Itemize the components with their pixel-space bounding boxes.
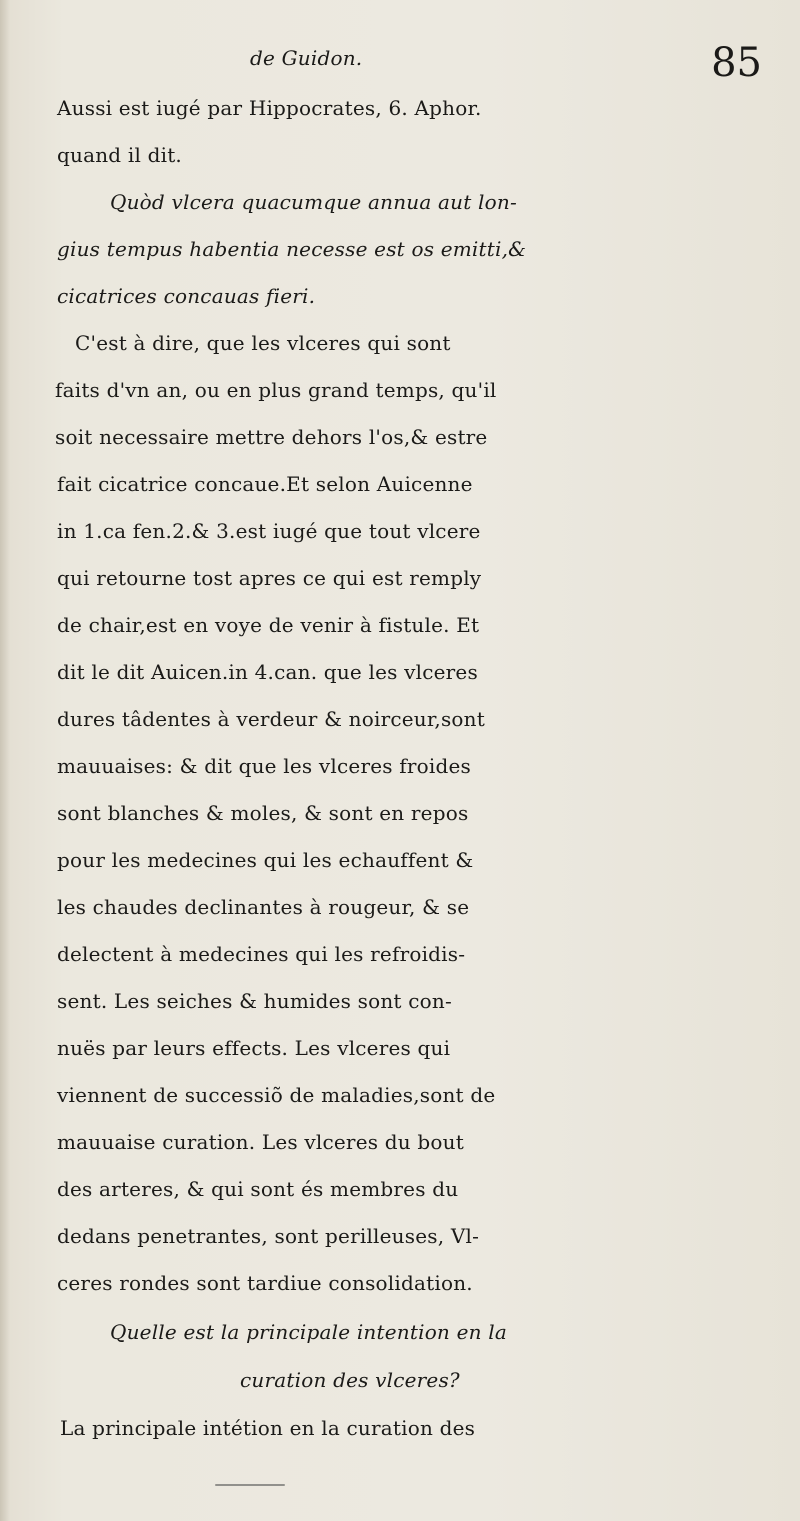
running-title: de Guidon.	[250, 46, 363, 70]
text-line-10: in 1.ca fen.2.& 3.est iugé que tout vlcere	[57, 519, 481, 543]
text-line-21: nuës par leurs effects. Les vlceres qui	[57, 1036, 451, 1060]
text-line-18: les chaudes declinantes à rougeur, & se	[57, 895, 470, 919]
page-gutter-shadow	[0, 0, 10, 1521]
bottom-ornament-rule	[215, 1484, 285, 1486]
text-line-11: qui retourne tost apres ce qui est remply	[57, 566, 482, 590]
text-line-14: dures tâdentes à verdeur & noirceur,sont	[57, 707, 485, 731]
text-line-13: dit le dit Auicen.in 4.can. que les vlceres	[57, 660, 478, 684]
text-line-15: mauuaises: & dit que les vlceres froides	[57, 754, 471, 778]
text-line-8: soit necessaire mettre dehors l'os,& estre	[55, 425, 488, 449]
text-line-1: Aussi est iugé par Hippocrates, 6. Aphor.	[57, 96, 482, 120]
text-line-20: sent. Les seiches & humides sont con-	[57, 989, 452, 1013]
section-question-line-2: curation des vlceres?	[240, 1368, 460, 1392]
text-line-17: pour les medecines qui les echauffent &	[57, 848, 474, 872]
text-line-23: mauuaise curation. Les vlceres du bout	[57, 1130, 464, 1154]
text-line-26: ceres rondes sont tardiue consolidation.	[57, 1271, 473, 1295]
text-line-7: faits d'vn an, ou en plus grand temps, qu'il	[55, 378, 497, 402]
text-line-6: C'est à dire, que les vlceres qui sont	[75, 331, 451, 355]
latin-quote-line-1: Quòd vlcera quacumque annua aut lon-	[110, 190, 517, 214]
text-line-29: La principale intétion en la curation des	[60, 1416, 476, 1440]
section-question-line-1: Quelle est la principale intention en la	[110, 1320, 507, 1344]
text-line-19: delectent à medecines qui les refroidis-	[57, 942, 466, 966]
latin-quote-line-2: gius tempus habentia necesse est os emitti,&	[57, 237, 527, 261]
page-number: 85	[711, 40, 762, 86]
text-line-16: sont blanches & moles, & sont en repos	[57, 801, 469, 825]
text-line-25: dedans penetrantes, sont perilleuses, Vl-	[57, 1224, 480, 1248]
latin-quote-line-3: cicatrices concauas fieri.	[57, 284, 316, 308]
text-line-22: viennent de successiõ de maladies,sont de	[57, 1083, 496, 1107]
text-line-2: quand il dit.	[57, 143, 182, 167]
text-line-24: des arteres, & qui sont és membres du	[57, 1177, 459, 1201]
text-line-9: fait cicatrice concaue.Et selon Auicenne	[57, 472, 473, 496]
text-line-12: de chair,est en voye de venir à fistule. Et	[57, 613, 480, 637]
